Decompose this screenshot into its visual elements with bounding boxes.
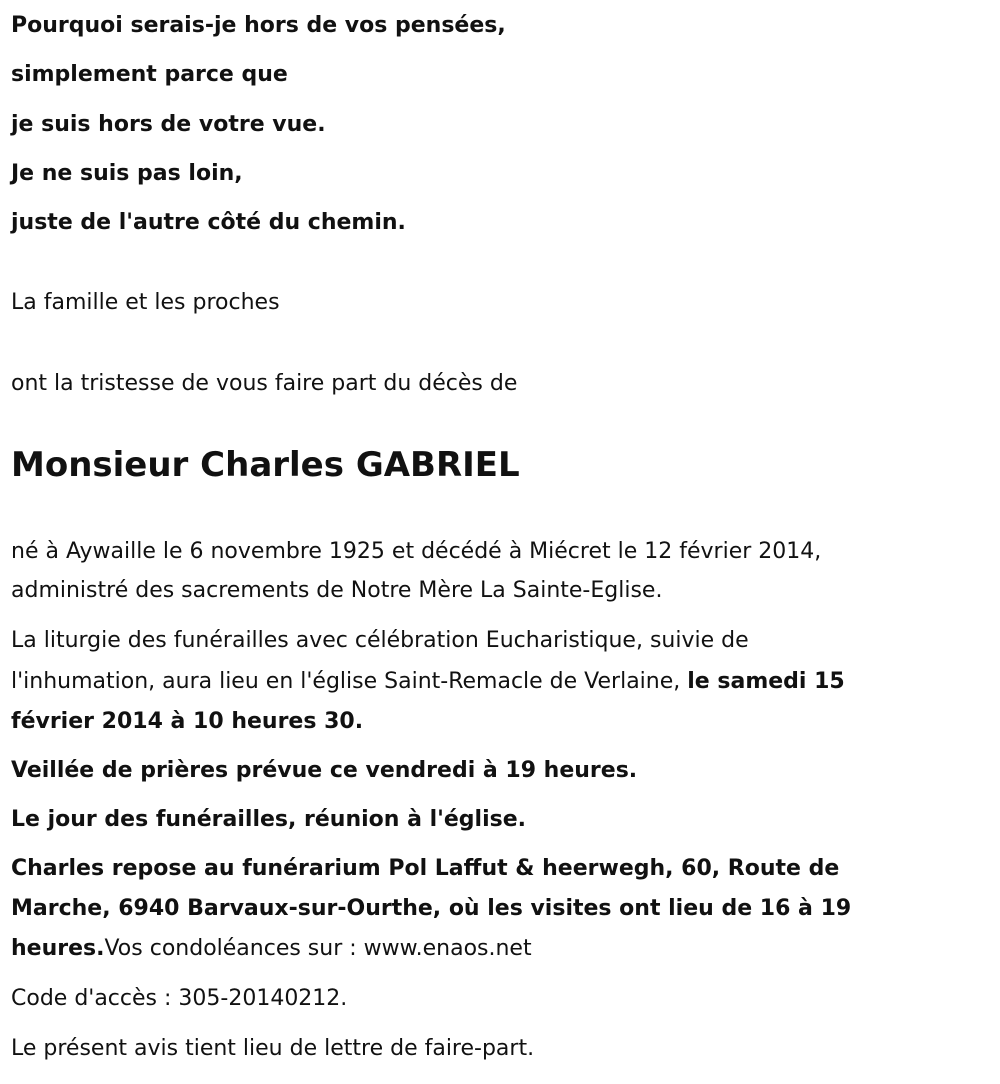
poem-line-2: simplement parce que [11,62,288,87]
poem-line-4: Je ne suis pas loin, [11,161,243,186]
liturgy-line-1: La liturgie des funérailles avec célébration Eucharistique, suivie de [11,628,749,653]
liturgy-line-2-regular: l'inhumation, aura lieu en l'église Saint-Remacle de Verlaine, [11,669,688,694]
poem-line-3: je suis hors de votre vue. [11,112,326,137]
vigil-line: Veillée de prières prévue ce vendredi à 19 heures. [11,758,638,783]
birth-line-2: administré des sacrements de Notre Mère La Sainte-Eglise. [11,578,663,603]
announce-line: ont la tristesse de vous faire part du décès de [11,371,518,396]
liturgy-date-bold: le samedi 15 [687,669,845,694]
funeral-home-line-3 [11,929,532,969]
funeral-home-line-1: Charles repose au funérarium Pol Laffut & heerwegh, 60, Route de [11,856,840,881]
access-code-line: Code d'accès : 305-20140212. [11,986,348,1011]
funeral-home-line-2: Marche, 6940 Barvaux-sur-Ourthe, où les visites ont lieu de 16 à 19 [11,896,852,921]
meeting-line: Le jour des funérailles, réunion à l'église. [11,807,526,832]
poem-line-5: juste de l'autre côté du chemin. [11,210,406,235]
birth-line-1: né à Aywaille le 6 novembre 1925 et décédé à Miécret le 12 février 2014, [11,539,822,564]
liturgy-line-3: février 2014 à 10 heures 30. [11,709,364,734]
poem-line-1: Pourquoi serais-je hors de vos pensées, [11,13,506,38]
deceased-name: Monsieur Charles GABRIEL [11,445,520,485]
condolences-text: Vos condoléances sur : www.enaos.net [104,936,532,961]
family-line: La famille et les proches [11,290,280,315]
funeral-home-hours-bold: heures. [11,936,105,961]
notice-line: Le présent avis tient lieu de lettre de faire-part. [11,1036,535,1061]
liturgy-line-2 [11,662,845,702]
